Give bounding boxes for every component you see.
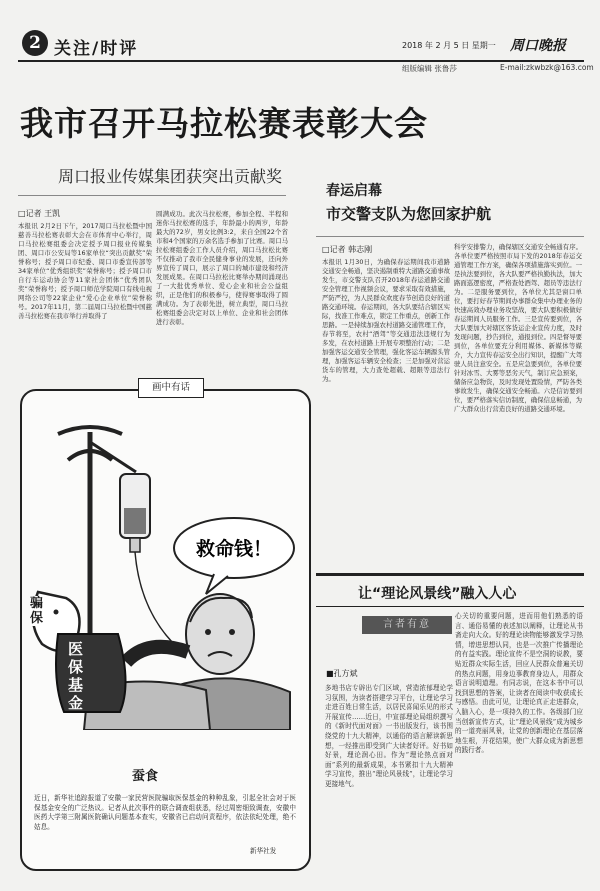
page-subheadline: 周口报业传媒集团获突出贡献奖 <box>58 167 283 186</box>
opinion-rule <box>316 606 584 607</box>
editor-email: E-mail:zkwbzk@163.com <box>500 63 594 72</box>
opinion-col-2: 心关切的重要问题，进而用他们熟悉的语言、通俗易懂的表述加以阐释，让理论从书斋走向大众。好的理论读物能够激发学习热情，增进思想认同，也是一次推广传播理论的有益实践。理论宣传不是空洞的说教，要贴近群众实际生活，回应人民群众普遍关切的热点问题，用身边事教育身边人，用群众语言说明道理。有同志说，在这本书中可以找到思想的答案，让读者在阅读中收获成长与感悟。由此可见，让理论真正走进群众，入脑入心，是一项持久的工作。各级部门应当创新宣传方式，让“理论风景线”成为城乡的一道亮丽风景，让党的创新理论在基层落地生根，开花结果，使广大群众成为新思想的践行者。 <box>455 612 583 755</box>
opinion-tag: 言者有意 <box>362 616 452 634</box>
header-rule <box>18 60 584 62</box>
cartoon-description: 近日，新华社追踪报道了安徽一家民营医院骗取医保基金的种种乱象，引起全社会对于医保基金安全的广泛热议。记者从此次事件的联合调查组获悉，经过周密细致调查，安徽中医药大学第三附属医院确认问题基本查实，安徽省已启动问责程序，依法依纪处理，绝不姑息。 <box>34 794 296 831</box>
fund-label: 医保基金 <box>68 640 84 712</box>
page-number: 2 <box>22 30 48 56</box>
paper-name: 周口晚报 <box>510 38 566 54</box>
opinion-byline: ■孔方斌 <box>326 669 358 678</box>
patient-figure <box>126 594 254 674</box>
opinion-col-1: 多地书店专辟出专门区域，营造浓郁理论学习氛围，为读者搭建学习平台，让理论学习走进百姓日常生活，以居民喜闻乐见的形式开展宣传……近日，中宣部理论局组织撰写的《新时代面对面》一书出版发行，该书围绕党的十九大精神，以通俗的语言解读新思想，一经推出即受到广大读者好评。好书如好景，理论润心田。作为“理论热点面对面”系列的最新成果，本书紧扣十九大精神学习宣传，推出“理论风景线”，让理论学习更接地气。 <box>325 684 453 788</box>
layout-editor: 组版编辑 张鲁莎 <box>402 64 457 73</box>
cartoon-tag: 画中有话 <box>138 378 204 398</box>
iv-bag-icon <box>120 474 178 648</box>
issue-date: 2018 年 2 月 5 日 星期一 <box>402 41 496 50</box>
cartoon-author: 新华社发 <box>250 847 277 855</box>
marathon-byline: □记者 王凯 <box>18 209 61 218</box>
spring-headline: 市交警支队为您回家护航 <box>326 205 492 223</box>
cartoon-caption: 蚕食 <box>132 769 159 784</box>
marathon-col-2: 圆满成功。此次马拉松赛，参加全程、半程和迷你马拉松赛的选手，年龄最小的两岁，年龄最大的72岁，男女比例3:2，来自全国22个省市和4个国家的万余名选手参加了比赛。周口马拉松赛组委会工作人员介绍，周口马拉松比赛不仅推动了我市全民健身事业的发展，还向外界宣传了周口，展示了周口的城市建设和经济发展成果。在周口马拉松比赛举办期间涌现出了一大批优秀单位、爱心企业和社会公益组织，正是他们的积极参与，使得赛事取得了圆满成功。为了表彰先进，树立典型，周口马拉松赛组委会决定对以上单位、企业和社会团体进行表彰。 <box>156 210 288 326</box>
spring-col-2: 科学安排警力，确保辖区交通安全畅通有序。各单位要严格按照市局下发的2018年春运交通管理工作方案，确保各项措施落实到位。一是执法要到位，各大队要严格执勤执法，加大路面巡逻密度，严格查处酒驾、超员等违法行为。二是服务要到位，各单位尤其是窗口单位，要打好春节期间办事群众集中办理业务的快速高效办理业务攻坚战，要大队要积极做好春运期间人员服务工作。三是宣传要到位，各大队要加大对辖区客货运企业宣传力度，及时发现问题，抄告到位，通报到位。四是督导要到位，各单位要充分利用媒体、新媒体等媒介，大力宣传春运安全出行知识，提醒广大驾驶人员注意安全。五是应急要到位，各单位要针对冰雪、大雾等恶劣天气，制订应急预案，储备应急物资，及时发现处置险情，严防各类事故发生，确保交通安全畅通。六是信访要到位，要严格落实信访制度，确保信息畅通，为广大群众出行营造良好的道路交通环境。 <box>454 243 582 413</box>
spring-col-1: 本报讯 1月30日，为确保春运期间我市道路交通安全畅通，坚决遏制重特大道路交通事故发生，市交警支队召开2018年春运道路交通安全管理工作视频会议，要求采取有效措施，严防严控，为人民群众欢度春节创造良好的道路交通环境。春运期间，各大队要结合辖区实际，找准工作难点，锁定工作重点，创新工作思路。一是持续加强农村道路交通管理工作，春节将至，农村“酒驾”等交通违法违规行为多发，在农村道路上开展专项整治行动；二是加强客运交通安全管理，强化客运车辆源头管理，加强客运车辆安全检查；三是加强对营运货车的管理，大力查处超载、超限等违法行为。 <box>322 258 450 383</box>
spring-kicker: 春运启幕 <box>326 183 382 199</box>
spring-byline: □记者 韩志刚 <box>322 245 373 254</box>
lead-rule <box>18 195 286 196</box>
speech-text: 救命钱！ <box>195 538 273 560</box>
opinion-headline: 让“理论风景线”融入人心 <box>358 586 517 602</box>
opinion-rule-top <box>316 573 584 576</box>
fraud-label: 骗保 <box>30 596 48 626</box>
marathon-col-1: 本报讯 2月2日下午，2017周口马拉松暨中国慈善马拉松赛表彰大会在市体育中心举行，周口马拉松赛组委会决定授予周口报业传媒集团、周口市公安局等16家单位“突出贡献奖”荣誉称号；授予周口市纪委、周口市委宣传部等34家单位“优秀组织奖”荣誉称号；授予周口市自行车运动协会等11家社会团体“优秀团队奖”荣誉称号；授予周口师范学院周口有线电视网络公司等22家企业“爱心企业单位”荣誉称号。2017年11月，第二届周口马拉松暨中国慈善马拉松赛在我市举行并取得了 <box>18 222 152 320</box>
page-headline: 我市召开马拉松赛表彰大会 <box>20 104 428 143</box>
spring-rule <box>316 236 584 237</box>
speech-bubble <box>174 518 294 594</box>
section-title: 关注/时评 <box>54 39 139 59</box>
